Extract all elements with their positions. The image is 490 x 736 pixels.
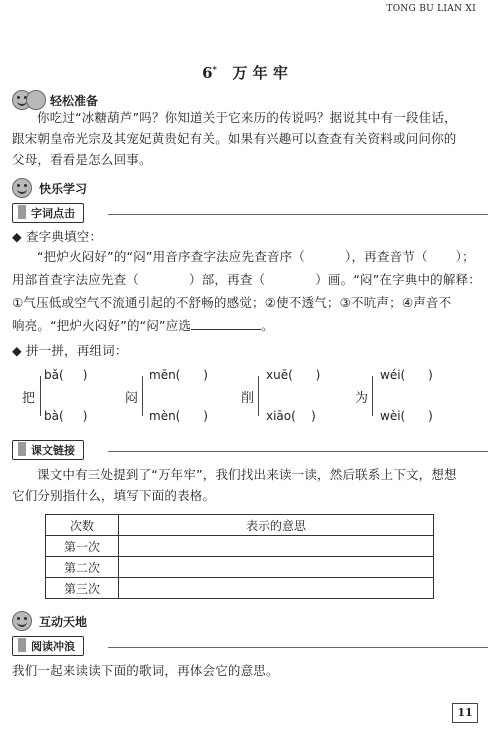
q1-text: 响亮。“把炉火闷好”的“闷”应选	[12, 318, 192, 333]
smiley-icon	[12, 611, 32, 631]
smiley-icon	[12, 178, 32, 198]
intro-paragraph: 你吃过“冰糖葫芦”吗？你知道关于它来历的传说吗？据说其中有一段佳话，跟宋朝皇帝光宗及其宠妃黄贵妃有关。如果有兴趣可以查查有关资料或问问你的父母，看看是怎么回事。	[12, 110, 457, 167]
q3-paragraph: 课文中有三处提到了“万年牢”，我们找出来读一读，然后联系上下文，想想它们分别指什么，填写下面的表格。	[12, 467, 457, 503]
table-cell: 第一次	[46, 536, 119, 557]
section-label: 轻松准备	[50, 93, 99, 108]
tab-reading-surf	[12, 636, 482, 656]
table-row	[46, 536, 434, 557]
brace	[258, 376, 259, 416]
brace	[142, 376, 143, 416]
char: 把	[22, 391, 36, 406]
lesson-mark: *	[212, 64, 217, 74]
section-interact-heading	[12, 611, 87, 631]
lesson-title	[0, 62, 490, 83]
answer-cell[interactable]	[119, 557, 434, 578]
q1-text: “把炉火闷好”的“闷”用音序查字法应先查音序（	[37, 249, 306, 264]
section-learn-heading	[12, 178, 87, 198]
pinyin-bottom: mèn( )	[149, 409, 208, 423]
char: 削	[241, 391, 255, 406]
brace	[40, 376, 41, 416]
section-label: 快乐学习	[39, 181, 88, 196]
table-header: 表示的意思	[119, 515, 434, 536]
divider	[108, 647, 488, 648]
table-header: 次数	[46, 515, 119, 536]
q1-title: ◆ 查字典填空：	[12, 229, 103, 244]
tab-label: 课文链接	[12, 440, 84, 460]
char: 为	[355, 391, 369, 406]
divider	[108, 451, 488, 452]
tab-label: 字词点击	[12, 203, 84, 223]
lesson-number: 6	[202, 64, 213, 82]
brace	[372, 376, 373, 416]
table-cell: 第二次	[46, 557, 119, 578]
pinyin-top: wéi( )	[380, 368, 433, 382]
q1-text: ），再查音节（	[345, 249, 428, 264]
page-number: 11	[452, 703, 478, 723]
page-header: TONG BU LIAN XI	[386, 4, 476, 14]
divider	[108, 214, 488, 215]
tab-label: 阅读冲浪	[12, 636, 84, 656]
answer-cell[interactable]	[119, 578, 434, 599]
q1-line1	[12, 246, 475, 267]
answer-cell[interactable]	[119, 536, 434, 557]
pinyin-bottom: wèi( )	[380, 409, 433, 423]
pinyin-bottom: bà( )	[44, 409, 88, 423]
q1-text: 用部首查字法应先查（	[12, 272, 140, 287]
section-label: 互动天地	[39, 614, 88, 629]
q1-text: ）；	[455, 249, 475, 264]
q1-text: ）画。“闷”在字典中的解释：	[315, 272, 481, 287]
pinyin-bottom: xiāo( )	[266, 409, 316, 423]
table-cell: 第三次	[46, 578, 119, 599]
q1-line2	[12, 269, 481, 290]
table-row	[46, 578, 434, 599]
answer-line[interactable]	[191, 317, 261, 330]
pinyin-top: xuē( )	[266, 368, 321, 382]
table-header-row	[46, 515, 434, 536]
q1-line4: 响亮。“把炉火闷好”的“闷”应选 。	[12, 318, 274, 333]
table-row	[46, 557, 434, 578]
tab-word-click	[12, 203, 482, 223]
lesson-title-text: 万 年 牢	[232, 64, 288, 82]
q1-line3: ①气压低或空气不流通引起的不舒畅的感觉；②使不透气；③不吭声；④声音不	[12, 295, 452, 310]
tab-text-link	[12, 440, 482, 460]
q1-text: ）部，再查（	[189, 272, 266, 287]
meaning-table	[45, 514, 434, 599]
pinyin-top: mēn( )	[149, 368, 208, 382]
char: 闷	[125, 391, 139, 406]
pinyin-top: bǎ( )	[44, 368, 88, 382]
q2-title: ◆ 拼一拼，再组词：	[12, 343, 128, 358]
q4-text: 我们一起来读读下面的歌词，再体会它的意思。	[12, 663, 279, 678]
